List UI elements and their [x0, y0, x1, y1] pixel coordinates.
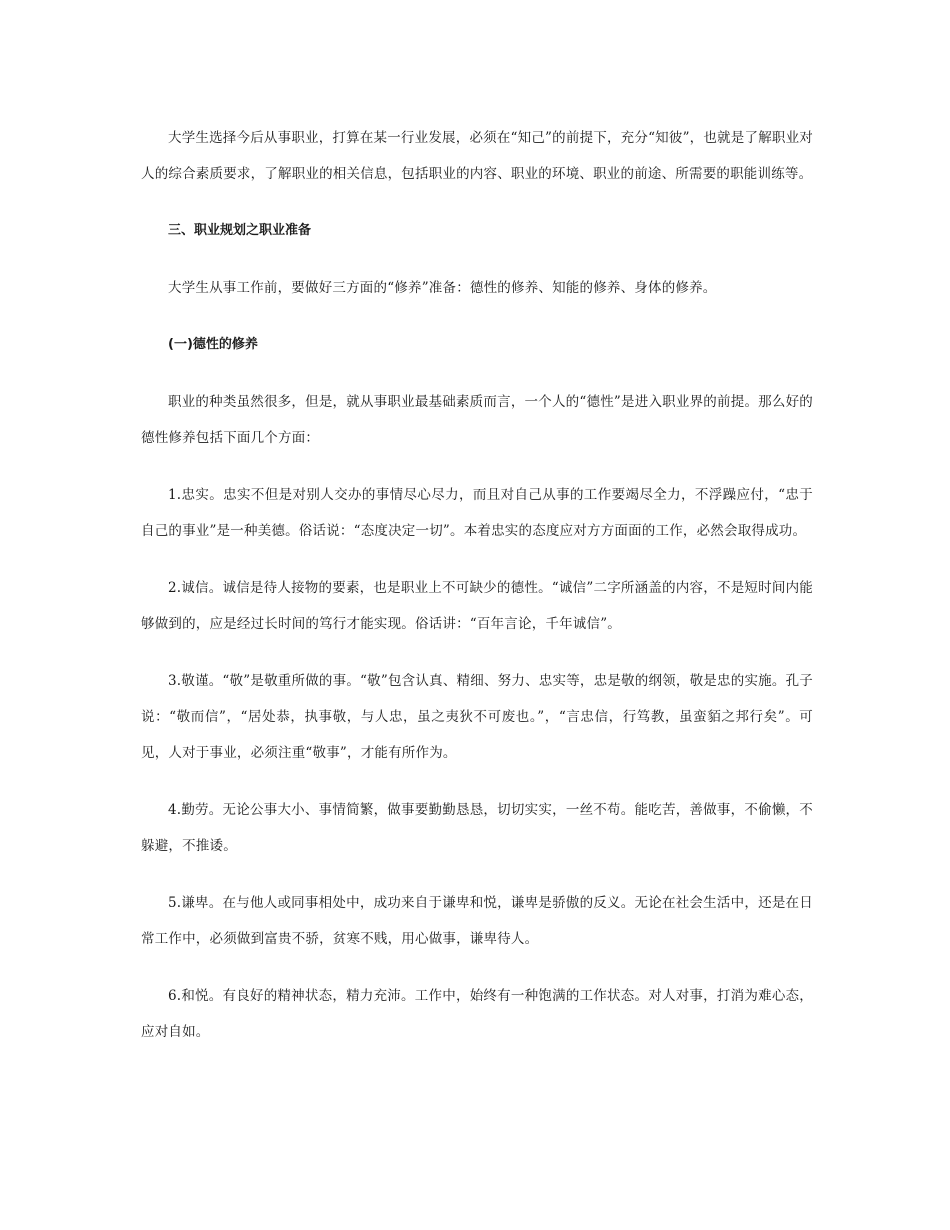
paragraph-gap — [141, 306, 813, 327]
intro-paragraph: 大学生选择今后从事职业，打算在某一行业发展，必须在“知己”的前提下，充分“知彼”，也就是了解职业对人的综合素质要求，了解职业的相关信息，包括职业的内容、职业的环境、职业的前途、所需要的职能训练等。 — [141, 130, 813, 182]
sub-heading: (一)德性的修养 — [168, 337, 258, 352]
paragraph-gap — [141, 771, 813, 792]
section-heading: 三、职业规划之职业准备 — [168, 223, 312, 238]
list-item-cheerfulness: 6.和悦。有良好的精神状态，精力充沛。工作中，始终有一种饱满的工作状态。对人对事，打消为难心态，应对自如。 — [141, 988, 813, 1040]
list-item-diligence: 4.勤劳。无论公事大小、事情简繁，做事要勤勤恳恳，切切实实，一丝不苟。能吃苦，善做事，不偷懒，不躲避，不推诿。 — [141, 802, 813, 854]
paragraph-gap — [141, 957, 813, 978]
document-body — [141, 120, 813, 1050]
list-item-humility: 5.谦卑。在与他人或同事相处中，成功来自于谦卑和悦，谦卑是骄傲的反义。无论在社会生活中，还是在日常工作中，必须做到富贵不骄，贫寒不贱，用心做事，谦卑待人。 — [141, 895, 813, 947]
list-item-integrity: 2.诚信。诚信是待人接物的要素，也是职业上不可缺少的德性。“诚信”二字所涵盖的内容，不是短时间内能够做到的，应是经过长时间的笃行才能实现。俗话讲：“百年言论，千年诚信”。 — [141, 580, 813, 632]
paragraph-gap — [141, 642, 813, 663]
list-item-loyalty: 1.忠实。忠实不但是对别人交办的事情尽心尽力，而且对自己从事的工作要竭尽全力，不浮躁应付，“忠于自己的事业”是一种美德。俗话说：“态度决定一切”。本着忠实的态度应对方方面面的工作，必然会取得成功。 — [141, 487, 813, 539]
preparation-paragraph: 大学生从事工作前，要做好三方面的“修养”准备：德性的修养、知能的修养、身体的修养。 — [168, 280, 717, 296]
virtue-intro-paragraph: 职业的种类虽然很多，但是，就从事职业最基础素质而言，一个人的“德性”是进入职业界的前提。那么好的德性修养包括下面几个方面： — [141, 394, 813, 446]
paragraph-gap — [141, 249, 813, 270]
paragraph-gap — [141, 192, 813, 213]
paragraph-gap — [141, 363, 813, 384]
paragraph-gap — [141, 456, 813, 477]
list-item-respect: 3.敬谨。“敬”是敬重所做的事。“敬”包含认真、精细、努力、忠实等，忠是敬的纲领，敬是忠的实施。孔子说：“敬而信”，“居处恭，执事敬，与人忠，虽之夷狄不可废也。”，“言忠信，行笃教，虽蛮貊之邦行矣”。可见，人对于事业，必须注重“敬事”，才能有所作为。 — [141, 673, 813, 761]
paragraph-gap — [141, 549, 813, 570]
paragraph-gap — [141, 864, 813, 885]
